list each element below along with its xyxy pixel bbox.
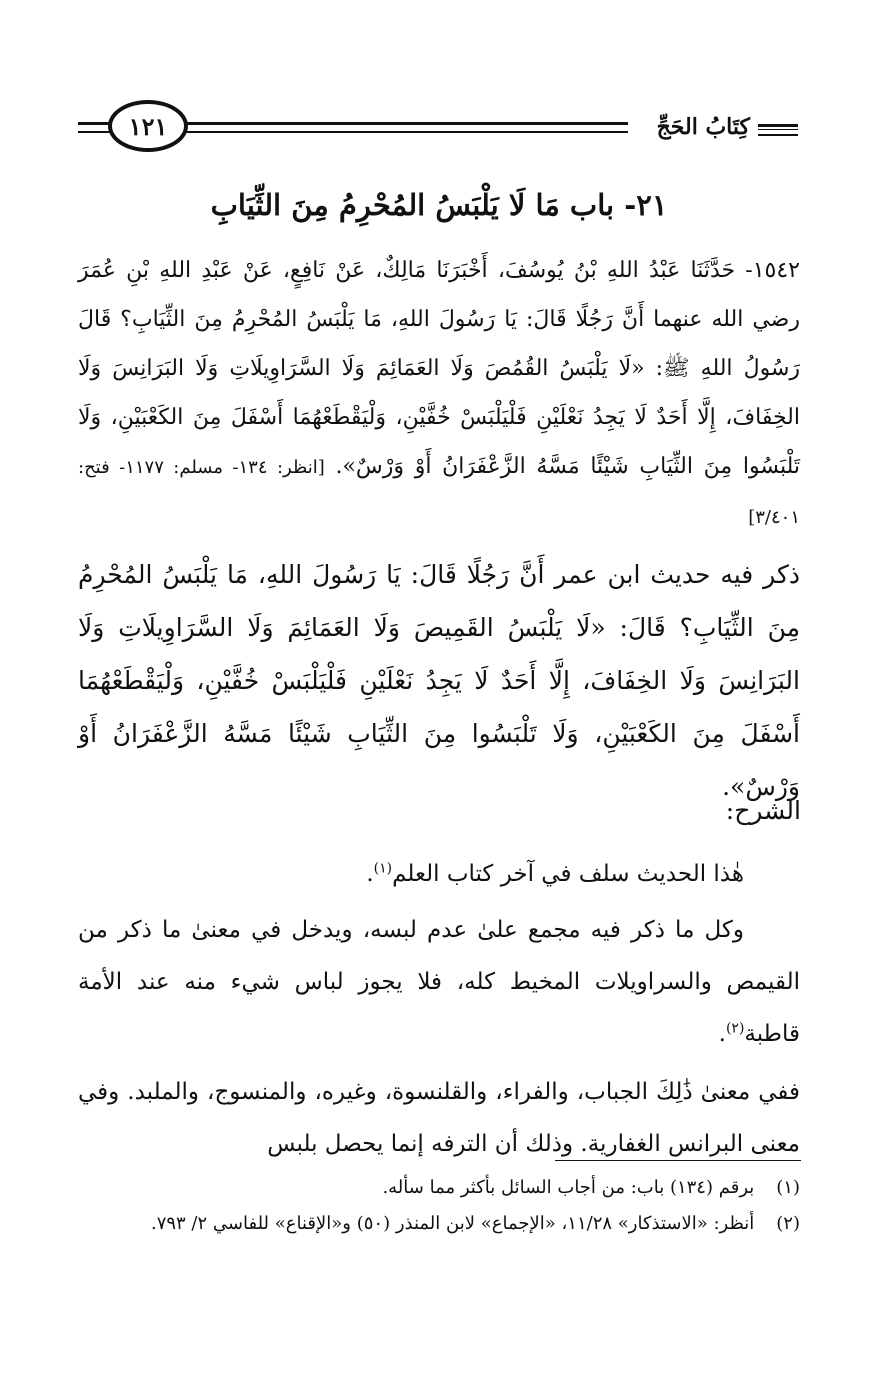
- chapter-title: ٢١- باب مَا لَا يَلْبَسُ المُحْرِمُ مِنَ الثِّيَابِ: [210, 188, 668, 222]
- commentary-text: ذكر فيه حديث ابن عمر أَنَّ رَجُلًا قَالَ: يَا رَسُولَ اللهِ، مَا يَلْبَسُ المُحْرِمُ مِنَ الثِّيَابِ؟ قَالَ: «لَا يَلْبَسُ القَمِيصَ وَلَا العَمَائِمَ وَلَا السَّرَاوِيلَاتِ وَلَا البَرَانِسَ وَلَا الخِفَافَ، إِلَّا أَحَدٌ لَا يَجِدُ نَعْلَيْنِ فَلْيَلْبَسْ خُفَّيْنِ، وَلْيَقْطَعْهُمَا أَسْفَلَ مِنَ الكَعْبَيْنِ، وَلَا تَلْبَسُوا مِنَ الثِّيَابِ شَيْئًا مَسَّهُ الزَّعْفَرَانُ أَوْ وَرْسٌ».: [78, 560, 800, 801]
- sharh-paragraph-3: ففي معنىٰ ذَٰلِكَ الجباب، والفراء، والقلنسوة، وغيره، والمنسوج، والملبد. وفي معنى البرانس الغفارية. وذلك أن الترفه إنما يحصل بلبس: [78, 1079, 800, 1157]
- page-number: ١٢١: [128, 111, 168, 141]
- header-rule-right: [758, 124, 798, 130]
- header-rule-left: [78, 122, 112, 125]
- hadith-text: [78, 246, 800, 542]
- sharh-paragraph-2: [78, 904, 800, 1060]
- paragraph-1-end: .: [366, 861, 374, 887]
- sharh-paragraph-1: [78, 848, 800, 900]
- footnote-separator: [555, 1160, 801, 1161]
- footnote-number: (٢): [776, 1213, 800, 1234]
- hadith-reference: [انظر: ١٣٤- مسلم: ١١٧٧- فتح: ٣/٤٠١]: [78, 457, 800, 528]
- book-title: كِتَابُ الحَجِّ: [656, 114, 750, 140]
- header-rule-middle-thin: [182, 131, 628, 133]
- footnote-marker-1[interactable]: (١): [373, 860, 393, 877]
- header-rule-right-thin: [758, 134, 798, 136]
- header-rule-left-thin: [78, 131, 112, 133]
- footnote-2: [78, 1206, 800, 1242]
- hadith-body: ١٥٤٢- حَدَّثَنَا عَبْدُ اللهِ بْنُ يُوسُفَ، أَخْبَرَنَا مَالِكٌ، عَنْ نَافِعٍ، عَنْ عَبْدِ اللهِ بْنِ عُمَرَ رضي الله عنهما أَنَّ رَجُلًا قَالَ: يَا رَسُولَ اللهِ، مَا يَلْبَسُ المُحْرِمُ مِنَ الثِّيَابِ؟ قَالَ رَسُولُ اللهِ ﷺ: «لَا يَلْبَسُ القُمُصَ وَلَا العَمَائِمَ وَلَا السَّرَاوِيلَاتِ وَلَا البَرَانِسَ وَلَا الخِفَافَ، إِلَّا أَحَدٌ لَا يَجِدُ نَعْلَيْنِ فَلْيَلْبَسْ خُفَّيْنِ، وَلْيَقْطَعْهُمَا أَسْفَلَ مِنَ الكَعْبَيْنِ، وَلَا تَلْبَسُوا مِنَ الثِّيَابِ شَيْئًا مَسَّهُ الزَّعْفَرَانُ أَوْ وَرْسٌ».: [78, 258, 800, 479]
- footnote-text: برقم (١٣٤) باب: من أجاب السائل بأكثر مما سأله.: [382, 1177, 755, 1198]
- footnote-1: [78, 1170, 800, 1206]
- footnote-number: (١): [776, 1177, 800, 1198]
- paragraph-2-end: .: [718, 1021, 726, 1047]
- paragraph-2-text: وكل ما ذكر فيه مجمع علىٰ عدم لبسه، ويدخل في معنىٰ ما ذكر من القيمص والسراويلات المخيط كله، فلا يجوز لباس شيء منه عند الأمة قاطبة: [78, 917, 800, 1047]
- page-number-badge: [108, 100, 188, 152]
- sharh-heading: الشرح:: [725, 796, 801, 825]
- footnote-text: أنظر: «الاستذكار» ١١/٢٨، «الإجماع» لابن المنذر (٥٠) و«الإقناع» للفاسي ٢/ ٧٩٣.: [150, 1213, 755, 1234]
- header-rule-middle: [182, 122, 628, 125]
- paragraph-1-text: هٰذا الحديث سلف في آخر كتاب العلم: [392, 861, 744, 887]
- running-header: [78, 100, 798, 164]
- footnote-marker-2[interactable]: (٢): [725, 1020, 745, 1037]
